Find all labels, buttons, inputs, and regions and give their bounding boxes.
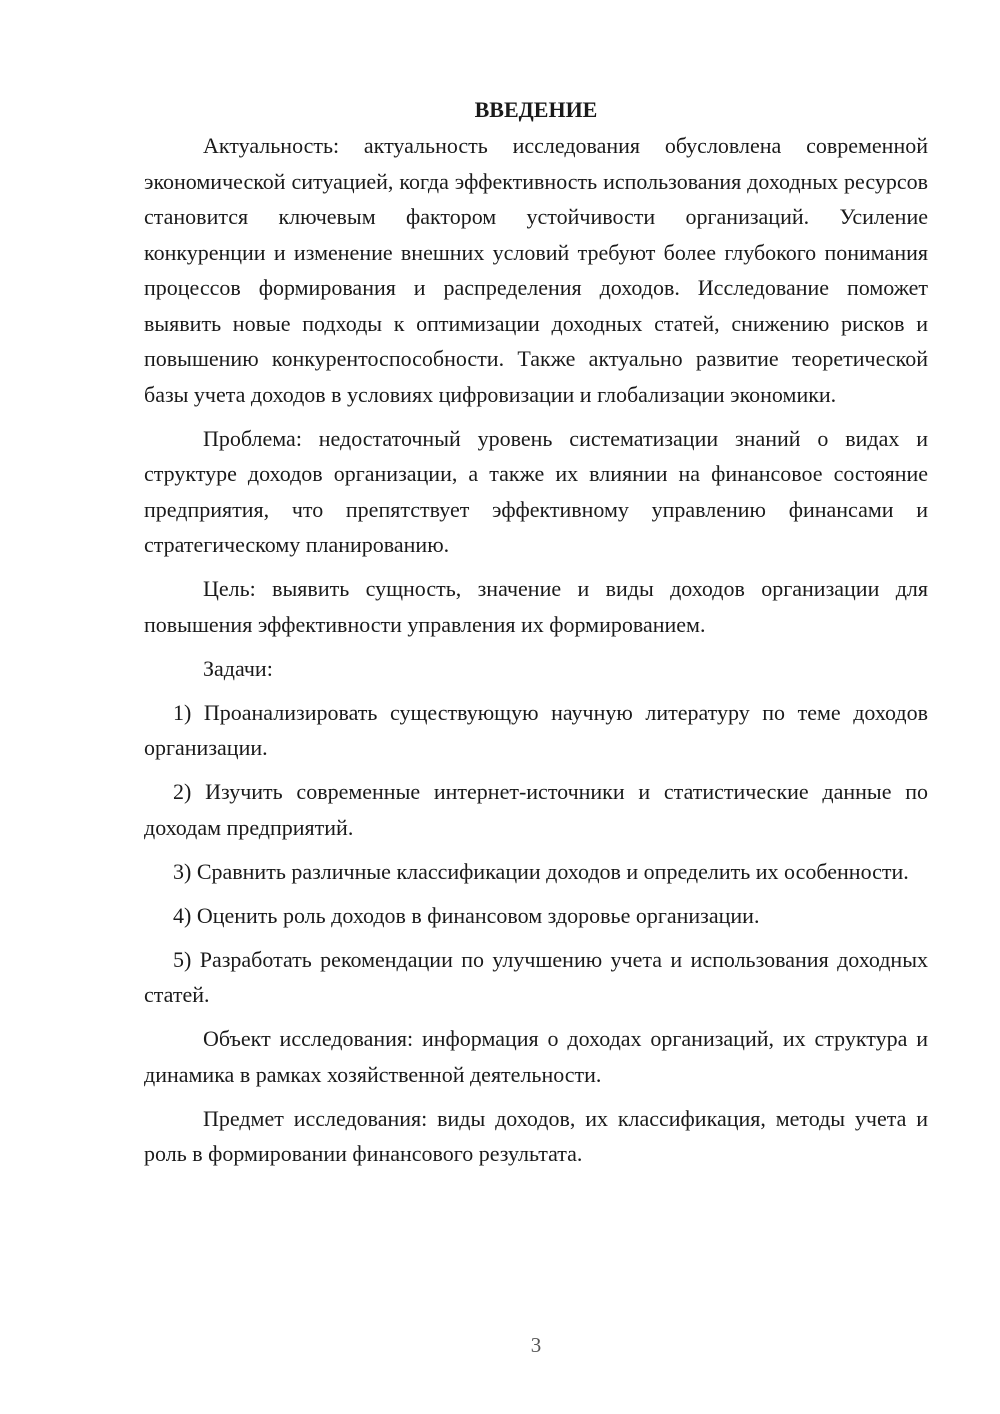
object-paragraph: Объект исследования: информация о доходах организаций, их структура и динамика в рамках хозяйственной деятельности. — [144, 1026, 928, 1087]
document-page — [144, 92, 928, 1172]
page-number: 3 — [530, 1333, 542, 1357]
task-item-3: 3) Сравнить различные классификации доходов и определить их особенности. — [173, 858, 909, 884]
task-item-1: 1) Проанализировать существующую научную литературу по теме доходов организации. — [144, 699, 928, 760]
task-item-4: 4) Оценить роль доходов в финансовом здоровье организации. — [173, 902, 760, 928]
section-title: ВВЕДЕНИЕ — [474, 97, 598, 122]
task-item-2: 2) Изучить современные интернет-источники и статистические данные по доходам предприятий. — [144, 779, 928, 840]
goal-paragraph: Цель: выявить сущность, значение и виды доходов организации для повышения эффективности управления их формированием. — [144, 576, 928, 637]
relevance-paragraph: Актуальность: актуальность исследования обусловлена современной экономической ситуацией, когда эффективность использования доходных ресурсов становится ключевым фактором устойчивости организаций. Усиление конкуренции и изменение внешних условий требуют более глубокого понимания процессов формирования и распределения доходов. Исследование поможет выявить новые подходы к оптимизации доходных статей, снижению рисков и повышению конкурентоспособности. Также актуально развитие теоретической базы учета доходов в условиях цифровизации и глобализации экономики. — [144, 133, 928, 407]
problem-paragraph: Проблема: недостаточный уровень систематизации знаний о видах и структуре доходов организации, а также их влиянии на финансовое состояние предприятия, что препятствует эффективному управлению финансами и стратегическому планированию. — [144, 425, 928, 557]
tasks-heading: Задачи: — [203, 655, 273, 681]
subject-paragraph: Предмет исследования: виды доходов, их классификация, методы учета и роль в формировании финансового результата. — [144, 1105, 928, 1166]
task-item-5: 5) Разработать рекомендации по улучшению учета и использования доходных статей. — [144, 946, 928, 1007]
